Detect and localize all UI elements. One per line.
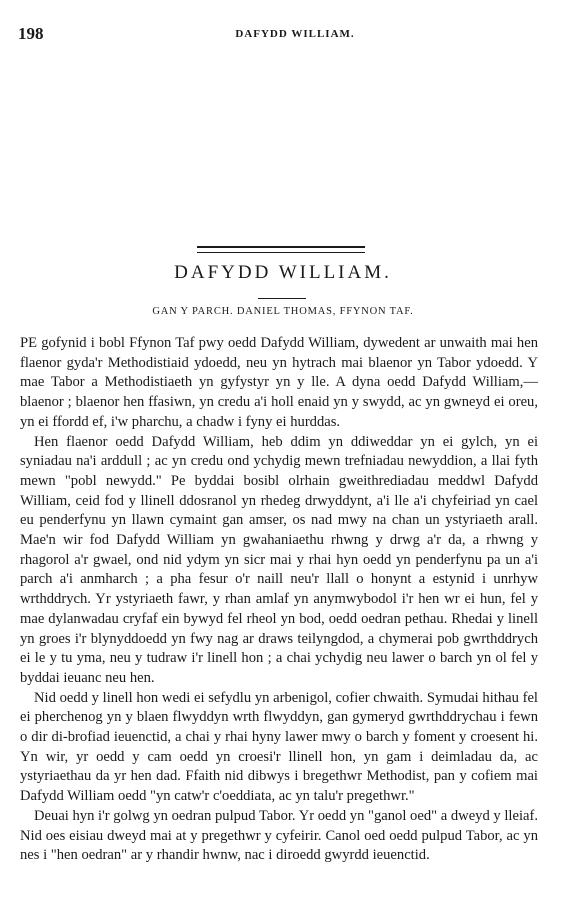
article-byline: GAN Y PARCH. DANIEL THOMAS, FFYNON TAF. [152, 306, 414, 317]
body-paragraph-1: PE gofynid i bobl Ffynon Taf pwy oedd Dafydd William, dywedent ar unwaith mai hen flaenor gyda'r Methodistiaid ydoedd, neu yn hytrach mai blaenor yn Tabor ydoedd. Y mae Tabor a Methodistiaeth yn gyfystyr yn y lle. A dyna oedd Dafydd William,—blaenor ; blaenor hen ffasiwn, yn credu a'i holl enaid yn y swydd, ac yn gwneyd ei oreu, yn ei ffordd ef, i'w pharchu, a chadw i fyny ei hurddas. [20, 335, 538, 430]
body-paragraph-4: Deuai hyn i'r golwg yn oedran pulpud Tabor. Yr oedd yn "ganol oed" a dweyd y lleiaf. Nid oes eisiau dweyd mai at y pregethwr y cyfeirir. Canol oed oedd pulpud Tabor, ac yn nes i "hen oedran" ar y rhandir hwnw, nac i diroedd gwyrdd ieuenctid. [20, 807, 538, 864]
body-paragraph-2: Hen flaenor oedd Dafydd William, heb ddim yn ddiweddar yn ei gylch, yn ei syniadau na'i arddull ; ac yn credu ond ychydig mewn trefniadau newyddion, a llai fyth mewn "pobl newydd." Pe byddai bosibl olrhain gweithrediadau meddwl Dafydd William, ceid fod y llinell ddosranol yn rhedeg drwyddynt, a'i lle a'i chyfeiriad yn cael eu penderfynu yn llawn cymaint gan amser, os nad mwy na chan un ystyriaeth arall. Mae'n wir fod Dafydd William yn gwahaniaethu rhwng y drwg a'r da, a rhwng y rhagorol a'r gwael, ond nid ydym yn sicr mai y rhai hyn oedd yn penderfynu pa un a'i parch a'i anmharch ; a pha fesur o'r naill neu'r llall o honynt a estynid i unrhyw wrthddrych. Yr ystyriaeth fawr, y rhan amlaf yn anymwybodol i'r hen wr ei hun, fel y mae dylanwadau cryfaf ein bywyd fel rheol yn bod, oedd oedran pethau. Rhedai y linell yn groes i'r blynyddoedd yn fwy nag ar draws teilyngdod, a chymerai pob gwrthddrych ei le y tu yma, neu y tudraw i'r linell hon ; a chai ychydig neu lawer o barch yn ol fel y byddai ieuanc neu hen. [20, 433, 538, 686]
article-title: DAFYDD WILLIAM. [174, 262, 392, 283]
body-paragraph-3: Nid oedd y linell hon wedi ei sefydlu yn arbenigol, cofier chwaith. Symudai hithau fel ei pherchenog yn y blaen flwyddyn wrth flwyddyn, gan gymeryd gwrthddrychau i fewn o dir di-brofiad ieuenctid, a chai y rhai hyny lawer mwy o barch y foment y croesent hi. Yn wir, yr oedd y cam oedd yn croesi'r llinell hon, yn gam i deimladau da, ac ystyriaethau da yr hen dad. Ffaith nid dibwys i bregethwr Methodist, pan y cofiem mai Dafydd William oedd "yn catw'r c'oeddiata, ac yn talu'r pregethwr." [20, 689, 538, 805]
running-title: DAFYDD WILLIAM. [235, 28, 355, 40]
page-number: 198 [18, 24, 44, 43]
running-head [18, 24, 548, 44]
title-short-rule [258, 298, 306, 299]
title-double-rule [197, 246, 365, 253]
article-body [20, 334, 538, 866]
